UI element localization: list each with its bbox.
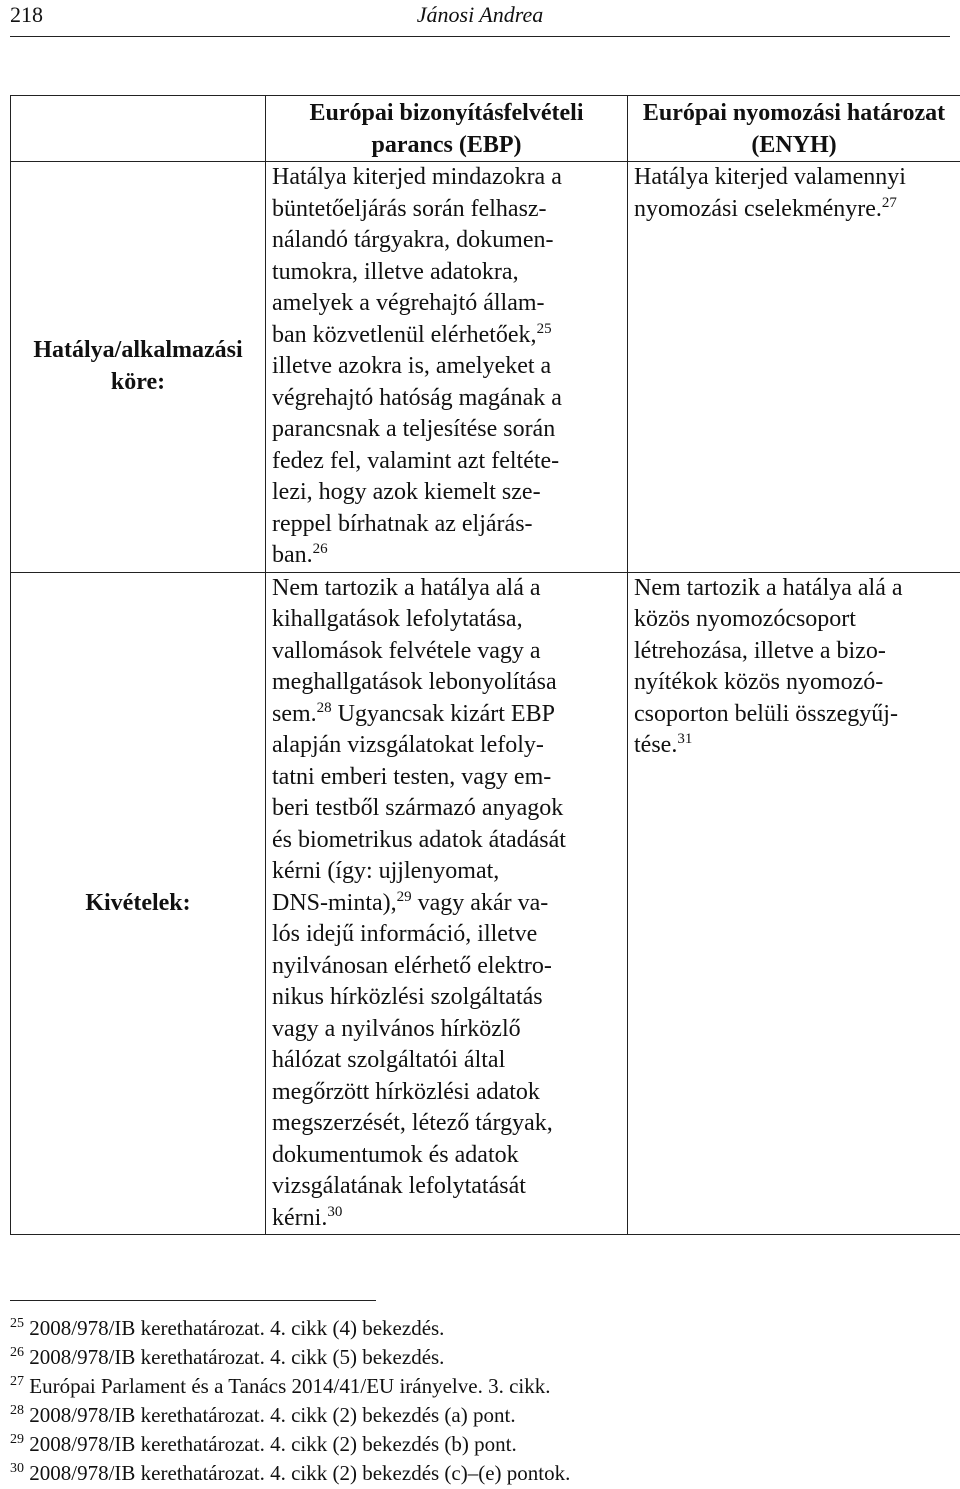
row-label-exceptions: Kivételek:	[11, 572, 266, 1235]
ebp-scope-text: illetve azokra is, amelyeket a végrehajtó hatóság magának a parancsnak a teljesítése során fedez fel, valamint azt feltéte- lezi, hogy azok kiemelt sze- reppel bírhatnak az eljárás- ban.	[272, 353, 562, 568]
footnote	[10, 1430, 950, 1459]
footnote	[10, 1372, 950, 1401]
running-head: Jánosi Andrea	[416, 2, 544, 27]
comparison-table	[10, 95, 960, 1235]
footnote-ref: 27	[881, 194, 897, 211]
footnote-number: 29	[10, 1432, 24, 1447]
footnote-ref: 29	[396, 888, 412, 905]
ebp-scope-cell	[266, 162, 628, 573]
footnotes	[10, 1314, 950, 1488]
footnote	[10, 1314, 950, 1343]
footnote-number: 30	[10, 1461, 24, 1476]
footnote-ref: 28	[316, 699, 332, 716]
col2-header: Európai bizonyításfelvételi parancs (EBP)	[266, 96, 628, 162]
page-header	[0, 0, 960, 40]
enyh-scope-cell	[628, 162, 960, 573]
col3-header: Európai nyomozási határozat (ENYH)	[628, 96, 960, 162]
table-row	[11, 162, 960, 573]
footnote-text: 2008/978/IB kerethatározat. 4. cikk (2) bekezdés (a) pont.	[29, 1403, 516, 1427]
enyh-exceptions-cell	[628, 572, 960, 1235]
footnote-number: 27	[10, 1374, 24, 1389]
footnote-rule	[10, 1300, 376, 1301]
footnote-ref: 25	[536, 320, 552, 337]
footnote-number: 28	[10, 1403, 24, 1418]
enyh-scope-text: Hatálya kiterjed valamennyi nyomozási cselekményre.	[634, 164, 906, 222]
footnote-text: 2008/978/IB kerethatározat. 4. cikk (2) bekezdés (c)–(e) pontok.	[29, 1461, 571, 1485]
footnote-ref: 30	[327, 1203, 343, 1220]
footnote	[10, 1343, 950, 1372]
table-row	[11, 572, 960, 1235]
footnote-number: 26	[10, 1345, 24, 1360]
ebp-exceptions-cell	[266, 572, 628, 1235]
row-label-scope: Hatálya/alkalmazási köre:	[11, 162, 266, 573]
footnote-ref: 26	[312, 541, 328, 557]
footnote-text: 2008/978/IB kerethatározat. 4. cikk (5) bekezdés.	[29, 1345, 445, 1369]
table-header-row	[11, 96, 960, 162]
ebp-exceptions-text: Nem tartozik a hatálya alá a kihallgatások lefolytatása, vallomások felvétele vagy a meghallgatások lebonyolítása sem.	[272, 574, 557, 727]
header-rule	[10, 36, 950, 37]
enyh-exceptions-text: Nem tartozik a hatálya alá a közös nyomozócsoport létrehozása, illetve a bizo- nyítékok közös nyomozó- csoporton belüli összegyűj- tése.	[634, 574, 903, 758]
footnote-text: 2008/978/IB kerethatározat. 4. cikk (4) bekezdés.	[29, 1316, 445, 1340]
footnote	[10, 1459, 950, 1488]
ebp-exceptions-text: Ugyancsak kizárt EBP alapján vizsgálatokat lefoly- tatni emberi testen, vagy em- beri testből származó anyagok és biometrikus adatok átadását kérni (így: ujjlenyomat, DNS-minta),	[272, 700, 566, 916]
footnote-ref: 31	[677, 731, 693, 747]
page-number: 218	[10, 2, 43, 27]
footnote	[10, 1401, 950, 1430]
ebp-exceptions-text: vagy akár va- lós idejű információ, illetve nyilvánosan elérhető elektro- nikus hírközlési szolgáltatás vagy a nyilvános hírközlő hálózat szolgáltatói által megőrzött hírközlési adatok megszerzését, létező tárgyak, dokumentumok és adatok vizsgálatának lefolytatását kérni.	[272, 889, 553, 1231]
footnote-text: Európai Parlament és a Tanács 2014/41/EU irányelve. 3. cikk.	[29, 1374, 551, 1398]
footnote-number: 25	[10, 1316, 24, 1331]
footnote-text: 2008/978/IB kerethatározat. 4. cikk (2) bekezdés (b) pont.	[29, 1432, 517, 1456]
col1-header	[11, 96, 266, 162]
ebp-scope-text: Hatálya kiterjed mindazokra a büntetőeljárás során felhasz- nálandó tárgyakra, dokumen- tumokra, illetve adatokra, amelyek a végrehajtó állam- ban közvetlenül elérhetőek,	[272, 164, 562, 348]
